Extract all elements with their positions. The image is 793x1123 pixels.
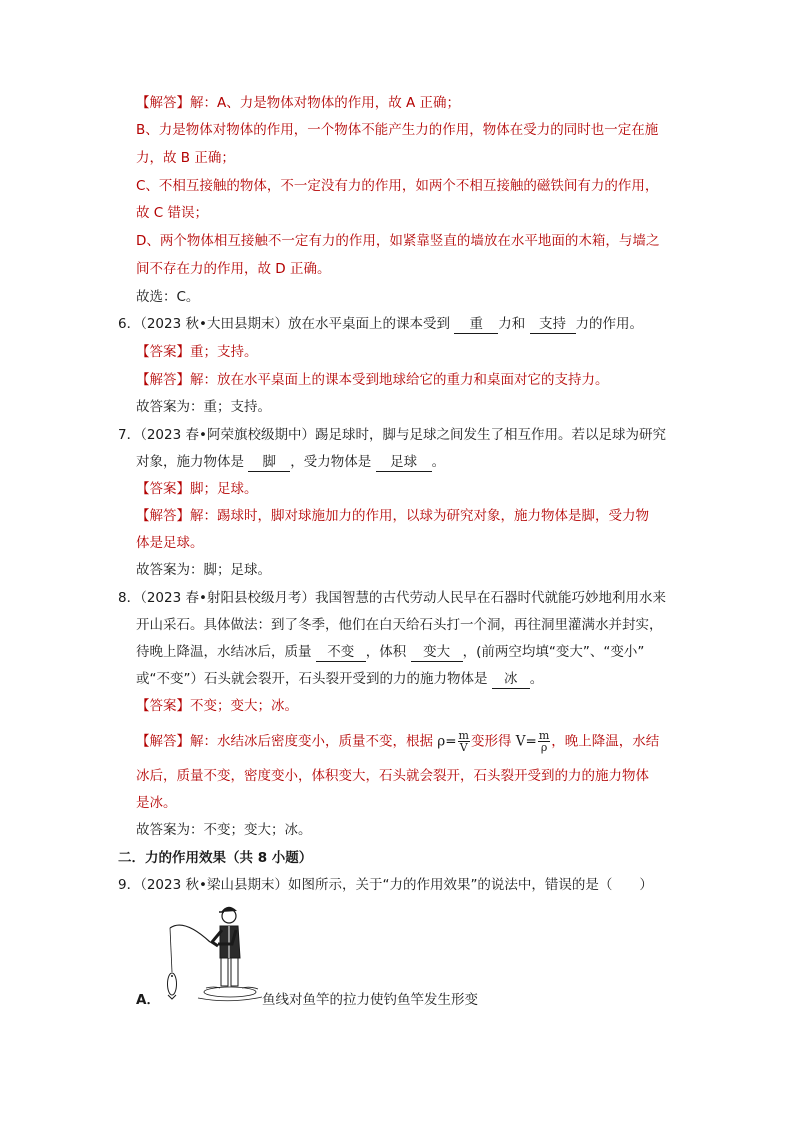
q6-stem: 6．（2023 秋•大田县期末）放在水平桌面上的课本受到 重 力和 支持 力的作用。	[118, 316, 644, 332]
q8-blank-1: 不变	[316, 643, 366, 662]
answer-tag: 【答案】	[136, 698, 190, 714]
q8-stem-line-1: 8．（2023 春•射阳县校级月考）我国智慧的古代劳动人民早在石器时代就能巧妙地利用水来	[118, 590, 666, 606]
jieda-tag: 【解答】	[136, 733, 190, 750]
fishing-man-illustration	[162, 900, 262, 1008]
q9-stem: 9．（2023 秋•梁山县期末）如图所示，关于“力的作用效果”的说法中，错误的是（ ）	[118, 877, 653, 893]
q7-stem-line-2: 对象，施力物体是 脚 ，受力物体是 足球 。	[136, 454, 446, 470]
q7-stem-line-1: 7．（2023 春•阿荣旗校级期中）踢足球时，脚与足球之间发生了相互作用。若以足球为研究	[118, 427, 666, 443]
q8-blank-3: 冰	[492, 670, 530, 689]
q5-jieda-line-6: D、两个物体相互接触不一定有力的作用，如紧靠竖直的墙放在水平地面的木箱，与墙之	[136, 233, 660, 249]
q6-blank-2: 支持	[530, 315, 576, 334]
q8-jieda-line-3: 是冰。	[136, 795, 177, 811]
q8-jieda-line-1: 【解答】解：水结冰后密度变小，质量不变，根据 ρ= $\frac{m}{V}$ 变形得 V= $\frac{m}{\rho}$ ，晚上降温，水结	[136, 729, 660, 754]
jieda-tag: 【解答】	[136, 508, 190, 524]
answer-tag: 【答案】	[136, 481, 190, 497]
formula-fraction-m-over-v: $\frac{m}{V}$	[458, 729, 469, 754]
q7-blank-2: 足球	[376, 453, 432, 472]
q8-final-answer: 故答案为：不变；变大；冰。	[136, 822, 312, 838]
q8-stem-line-4: 或“不变”）石头就会裂开，石头裂开受到的力的施力物体是 冰 。	[136, 671, 544, 687]
q8-answer: 【答案】不变；变大；冰。	[136, 698, 298, 714]
section-2-title: 二．力的作用效果（共 8 小题）	[118, 850, 313, 866]
q6-final-answer: 故答案为：重；支持。	[136, 399, 271, 415]
q5-jieda-line-5: 故 C 错误；	[136, 205, 209, 221]
jieda-tag: 【解答】	[136, 372, 190, 388]
formula-rho: ρ	[437, 733, 446, 750]
q6-answer: 【答案】重；支持。	[136, 344, 258, 360]
q9-option-a-label: A．	[136, 992, 160, 1008]
q5-final-answer: 故选：C。	[136, 289, 200, 305]
q7-answer: 【答案】脚；足球。	[136, 481, 258, 497]
q5-jieda-line-4: C、不相互接触的物体，不一定没有力的作用，如两个不相互接触的磁铁间有力的作用，	[136, 178, 659, 194]
formula-fraction-m-over-rho: $\frac{m}{\rho}$	[538, 729, 550, 754]
q7-jieda-line-2: 体是足球。	[136, 535, 204, 551]
q5-jieda-line-1: 【解答】解：A、力是物体对物体的作用，故 A 正确；	[136, 95, 461, 111]
q7-jieda-line-1: 【解答】解：踢球时，脚对球施加力的作用，以球为研究对象，施力物体是脚，受力物	[136, 508, 649, 524]
q9-option-a-text: 鱼线对鱼竿的拉力使钓鱼竿发生形变	[262, 992, 478, 1008]
q6-blank-1: 重	[454, 315, 498, 334]
q5-jieda-line-2: B、力是物体对物体的作用，一个物体不能产生力的作用，物体在受力的同时也一定在施	[136, 122, 659, 138]
formula-v: V	[515, 733, 526, 750]
q6-jieda: 【解答】解：放在水平桌面上的课本受到地球给它的重力和桌面对它的支持力。	[136, 372, 609, 388]
q5-jieda-line-3: 力，故 B 正确；	[136, 150, 235, 166]
q8-jieda-line-2: 冰后，质量不变，密度变小，体积变大，石头就会裂开，石头裂开受到的力的施力物体	[136, 768, 649, 784]
q7-blank-1: 脚	[248, 453, 290, 472]
q7-final-answer: 故答案为：脚；足球。	[136, 562, 271, 578]
q8-stem-line-3: 待晚上降温，水结冰后，质量 不变 ，体积 变大 ，(前两空均填“变大”、“变小”	[136, 644, 645, 660]
jieda-tag: 【解答】	[136, 95, 190, 111]
q5-jieda-line-7: 间不存在力的作用，故 D 正确。	[136, 261, 331, 277]
q8-stem-line-2: 开山采石。具体做法：到了冬季，他们在白天给石头打一个洞，再往洞里灌满水并封实，	[136, 617, 663, 633]
answer-tag: 【答案】	[136, 344, 190, 360]
q8-blank-2: 变大	[411, 643, 463, 662]
